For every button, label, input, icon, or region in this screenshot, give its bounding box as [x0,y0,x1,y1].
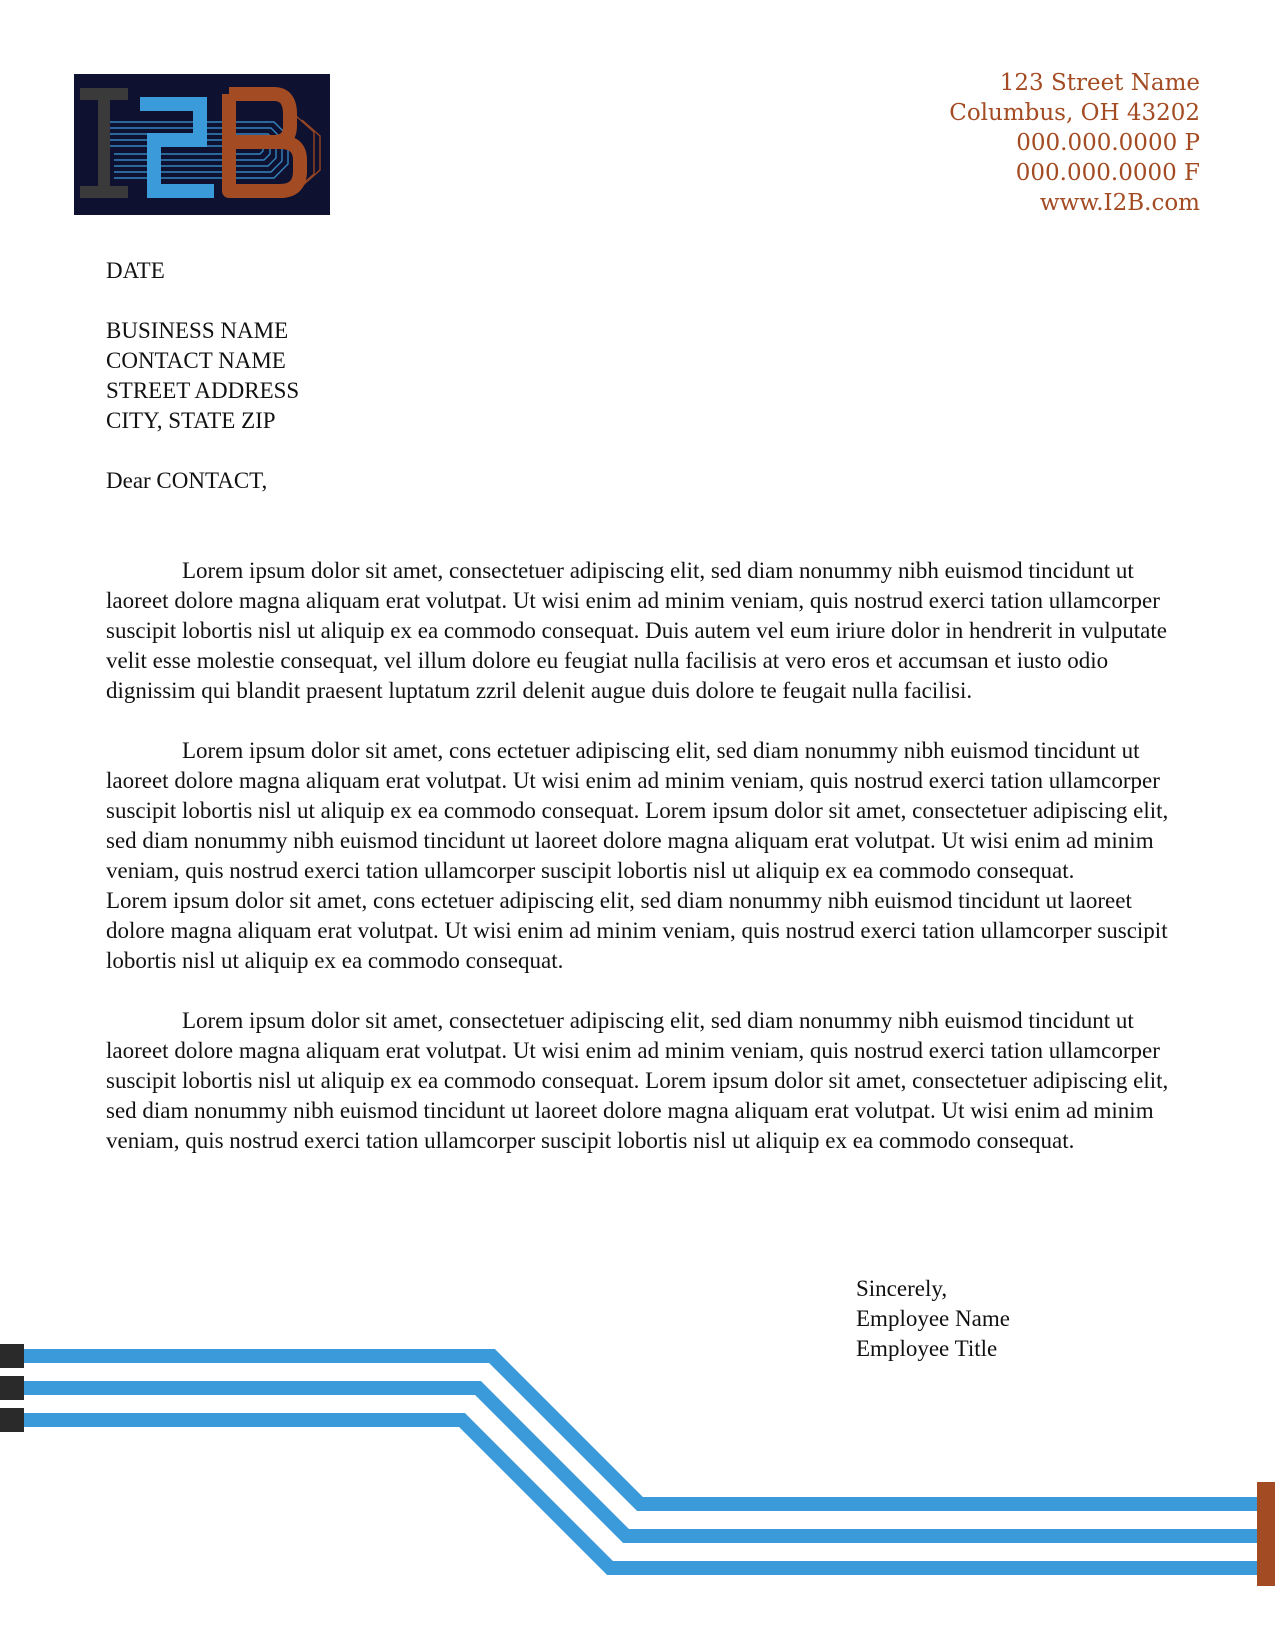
circuit-line-3 [20,1420,1262,1568]
sender-fax: 000.000.0000 F [1015,160,1200,186]
circuit-footer-graphic [0,1330,1275,1590]
sender-street: 123 Street Name [999,70,1200,96]
circuit-line-2 [20,1388,1262,1536]
employee-title: Employee Title [856,1336,998,1361]
recipient-city: CITY, STATE ZIP [106,408,276,433]
body-paragraph-2: Lorem ipsum dolor sit amet, cons ectetuer adipiscing elit, sed diam nonummy nibh euismod tincidunt ut laoreet dolore magna aliquam erat volutpat. Ut wisi enim ad minim veniam, quis nostrud exerci tation ullamcorper suscipit lobortis nisl ut aliquip ex ea commodo consequat. Lorem ipsum dolor sit amet, consectetuer adipiscing elit, sed diam nonummy nibh euismod tincidunt ut laoreet dolore magna aliquam erat volutpat. Ut wisi enim ad minim veniam, quis nostrud exerci tation ullamcorper suscipit lobortis nisl ut aliquip ex ea commodo consequat. [106,738,1169,883]
circuit-lines [20,1356,1262,1568]
recipient-contact: CONTACT NAME [106,348,286,373]
body-paragraph-3: Lorem ipsum dolor sit amet, cons ectetuer adipiscing elit, sed diam nonummy nibh euismod tincidunt ut laoreet dolore magna aliquam erat volutpat. Ut wisi enim ad minim veniam, quis nostrud exerci tation ullamcorper suscipit lobortis nisl ut aliquip ex ea commodo consequat. [106,888,1168,973]
recipient-address-block [106,316,1171,436]
sender-address-block [780,68,1200,218]
closing-signoff: Sincerely, [856,1276,948,1301]
company-logo [74,74,330,215]
circuit-line-1 [20,1356,1262,1504]
i2b-logo-graphic [74,74,330,215]
logo-letter-b [229,94,300,191]
letter-body [106,256,1171,1156]
body-paragraph-4: Lorem ipsum dolor sit amet, consectetuer adipiscing elit, sed diam nonummy nibh euismod tincidunt ut laoreet dolore magna aliquam erat volutpat. Ut wisi enim ad minim veniam, quis nostrud exerci tation ullamcorper suscipit lobortis nisl ut aliquip ex ea commodo consequat. Lorem ipsum dolor sit amet, consectetuer adipiscing elit, sed diam nonummy nibh euismod tincidunt ut laoreet dolore magna aliquam erat volutpat. Ut wisi enim ad minim veniam, quis nostrud exerci tation ullamcorper suscipit lobortis nisl ut aliquip ex ea commodo consequat. [106,1008,1169,1153]
sender-city: Columbus, OH 43202 [949,100,1200,126]
recipient-business: BUSINESS NAME [106,318,289,343]
sender-website: www.I2B.com [1039,190,1200,216]
logo-letter-i [80,88,128,198]
body-paragraph-1: Lorem ipsum dolor sit amet, consectetuer adipiscing elit, sed diam nonummy nibh euismod tincidunt ut laoreet dolore magna aliquam erat volutpat. Ut wisi enim ad minim veniam, quis nostrud exerci tation ullamcorper suscipit lobortis nisl ut aliquip ex ea commodo consequat. Duis autem vel eum iriure dolor in hendrerit in vulputate velit esse molestie consequat, vel illum dolore eu feugiat nulla facilisis at vero eros et accumsan et iusto odio dignissim qui blandit praesent luptatum zzril delenit augue duis dolore te feugait nulla facilisi. [106,558,1167,703]
recipient-street: STREET ADDRESS [106,378,300,403]
employee-name: Employee Name [856,1306,1010,1331]
left-terminals [0,1344,24,1432]
salutation: Dear CONTACT, [106,468,268,493]
letter-date: DATE [106,258,165,283]
sender-phone: 000.000.0000 P [1016,130,1200,156]
right-terminal [1257,1482,1275,1586]
